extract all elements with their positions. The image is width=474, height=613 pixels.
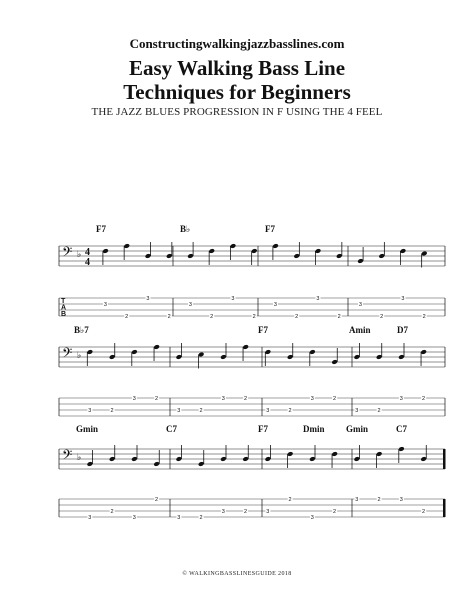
tab-fret-number: 3 [221,396,225,402]
final-tab-barline [443,499,446,517]
chord-symbol: F7 [258,325,268,335]
tab-fret-number: 2 [288,497,292,503]
tab-fret-number: 3 [146,296,150,302]
chord-symbol: C7 [396,424,407,434]
bass-clef-icon: 𝄢 [62,345,73,364]
chord-symbol: B♭7 [74,325,89,335]
tab-fret-number: 2 [199,515,203,521]
tab-clef-letter: T [61,298,66,305]
title-line-2: Techniques for Beginners [123,80,351,104]
tab-fret-number: 3 [88,515,92,521]
tab-fret-number: 2 [167,314,171,320]
tab-fret-number: 3 [221,509,225,515]
time-signature-top: 4 [85,247,90,258]
chord-symbol: Dmin [303,424,325,434]
tab-fret-number: 2 [377,497,381,503]
tab-fret-number: 3 [266,408,270,414]
chord-symbol: Gmin [346,424,369,434]
key-signature-flat-icon: ♭ [77,453,82,463]
tab-fret-number: 3 [399,497,403,503]
bass-clef-icon: 𝄢 [62,244,73,263]
tab-fret-number: 3 [316,296,320,302]
tab-fret-number: 2 [288,408,292,414]
tab-fret-number: 3 [355,497,359,503]
site-name: Constructingwalkingjazzbasslines.com [129,36,345,51]
tab-fret-number: 2 [125,314,129,320]
bass-clef-icon: 𝄢 [62,447,73,466]
tab-fret-number: 2 [422,314,426,320]
tab-fret-number: 3 [399,396,403,402]
subtitle: THE JAZZ BLUES PROGRESSION IN F USING THE 4 FEEL [91,106,383,118]
tab-fret-number: 3 [177,408,181,414]
final-barline [443,449,446,469]
chord-symbol: Amin [349,325,371,335]
tab-fret-number: 2 [422,509,426,515]
tab-fret-number: 3 [266,509,270,515]
tab-fret-number: 3 [358,302,362,308]
tab-fret-number: 2 [155,497,159,503]
chord-symbol: F7 [96,224,106,234]
chord-symbol: F7 [258,424,268,434]
copyright-footer: © WALKINGBASSLINESGUIDE 2018 [182,571,292,577]
tab-fret-number: 3 [401,296,405,302]
tab-fret-number: 3 [310,515,314,521]
tab-fret-number: 2 [244,509,248,515]
tab-fret-number: 3 [132,515,136,521]
tab-clef-letter: B [61,311,67,318]
chord-symbol: C7 [166,424,177,434]
tab-fret-number: 3 [132,396,136,402]
tab-fret-number: 2 [210,314,214,320]
tab-fret-number: 2 [199,408,203,414]
key-signature-flat-icon: ♭ [77,250,82,260]
tab-fret-number: 2 [333,396,337,402]
tab-fret-number: 3 [88,408,92,414]
tab-fret-number: 2 [252,314,256,320]
tab-fret-number: 2 [155,396,159,402]
chord-symbol: B♭ [180,224,191,234]
tab-fret-number: 2 [377,408,381,414]
tab-fret-number: 3 [188,302,192,308]
tab-fret-number: 2 [110,408,114,414]
tab-fret-number: 3 [310,396,314,402]
tab-fret-number: 3 [273,302,277,308]
tab-fret-number: 2 [295,314,299,320]
tab-fret-number: 2 [333,509,337,515]
tab-fret-number: 3 [231,296,235,302]
tab-fret-number: 3 [355,408,359,414]
tab-fret-number: 2 [380,314,384,320]
chord-symbol: F7 [265,224,275,234]
time-signature-bottom: 4 [85,257,90,268]
tab-clef-letter: A [61,304,67,312]
tab-fret-number: 2 [422,396,426,402]
chord-symbol: Gmin [76,424,99,434]
tab-fret-number: 2 [244,396,248,402]
tab-fret-number: 3 [103,302,107,308]
tab-fret-number: 3 [177,515,181,521]
tab-fret-number: 2 [110,509,114,515]
tab-fret-number: 2 [337,314,341,320]
title-line-1: Easy Walking Bass Line [128,56,346,80]
key-signature-flat-icon: ♭ [77,351,82,361]
chord-symbol: D7 [397,325,408,335]
